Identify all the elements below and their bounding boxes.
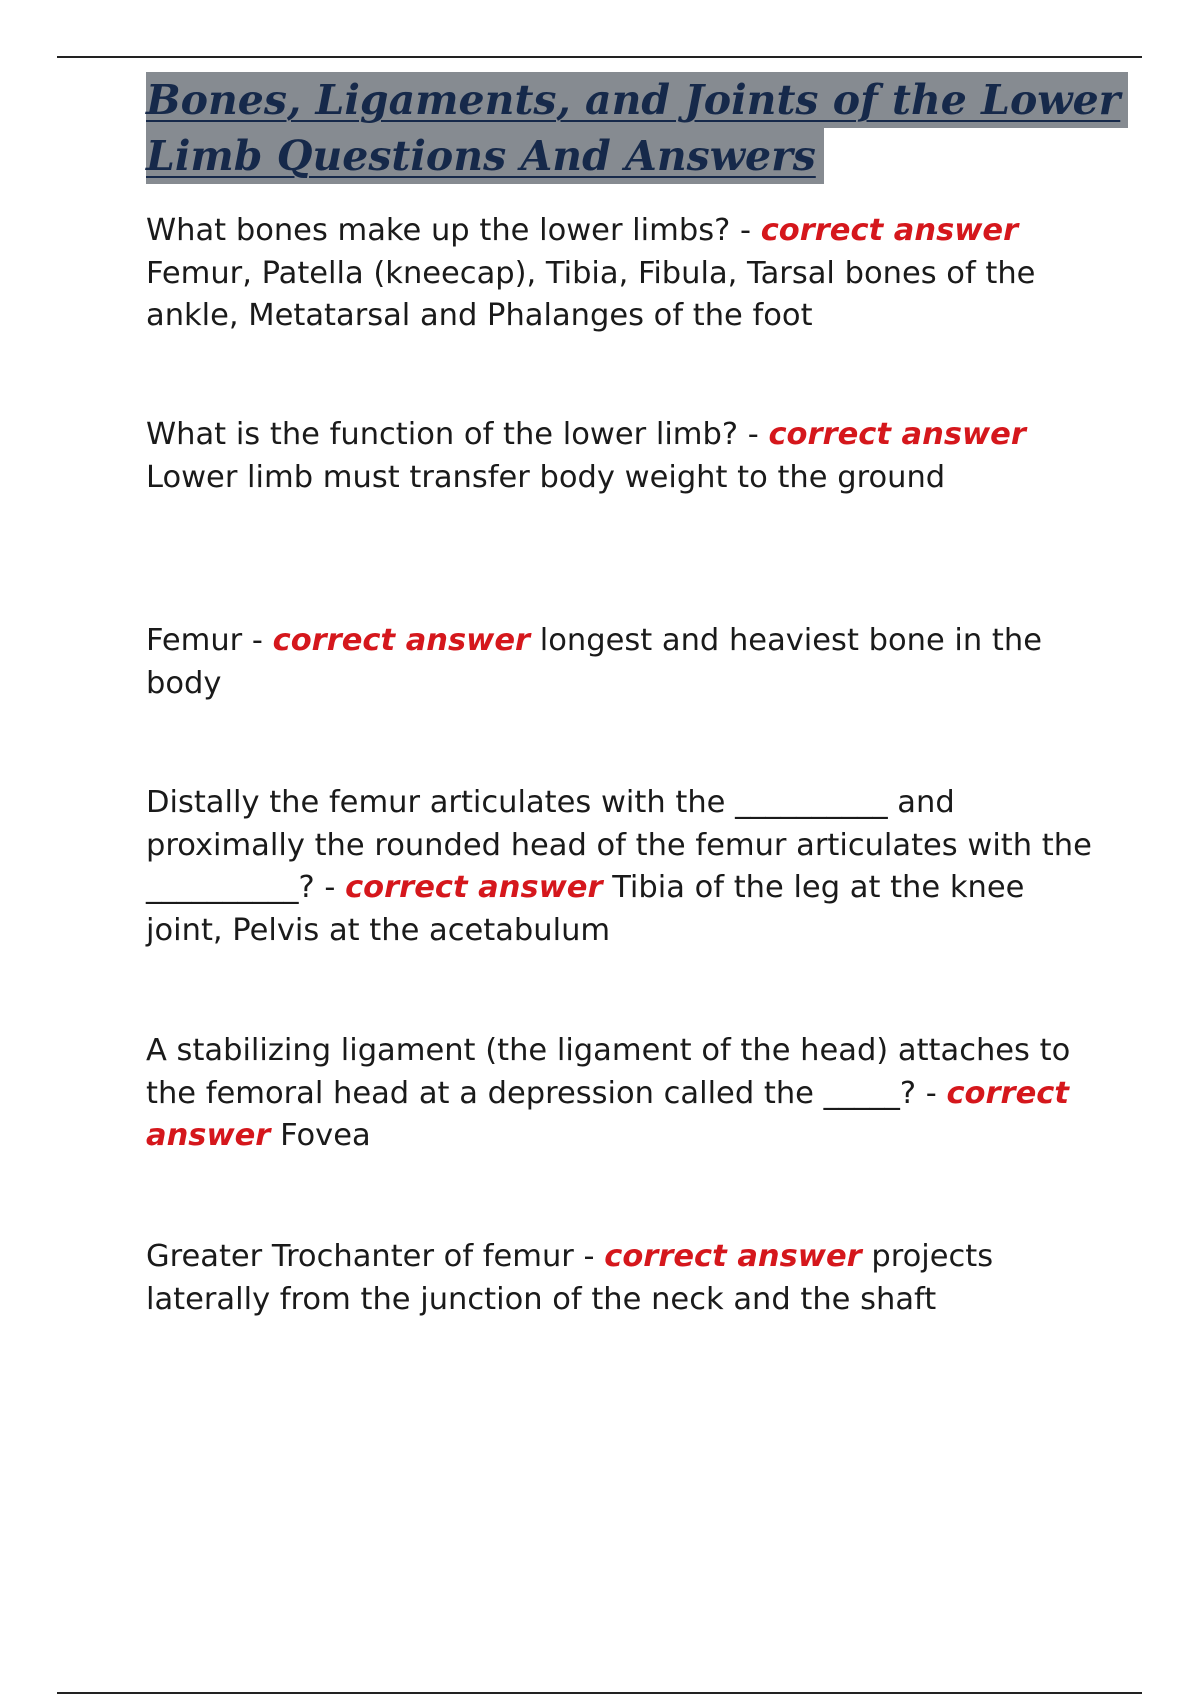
question-text: Distally the femur articulates with the __________ and proximally the rounded head of the femur articulates with the __________? - [146,785,1092,905]
answer-text: Lower limb must transfer body weight to the ground [146,459,946,495]
question-text: Femur - [146,623,273,658]
answer-label: correct answer [146,1075,1069,1153]
question-text: A stabilizing ligament (the ligament of the head) attaches to the femoral head at a depression called the _____? - [146,1033,1071,1111]
answer-label: correct answer [760,213,1019,248]
qa-item [146,1030,1101,1158]
question-text: Greater Trochanter of femur - [146,1239,605,1274]
question-text: What is the function of the lower limb? - [146,417,769,452]
question-text: What bones make up the lower limbs? - [146,213,761,248]
qa-item [146,782,1101,952]
document-title [146,72,1121,184]
title-line-1: Bones, Ligaments, and Joints of the Lower [146,72,1128,128]
answer-label: correct answer [768,417,1026,452]
answer-label: correct answer [272,623,531,658]
qa-item [146,620,1101,705]
answer-text: Femur, Patella (kneecap), Tibia, Fibula, Tarsal bones of the ankle, Metatarsal and Phalanges of the foot [146,255,1036,333]
qa-item [146,210,1101,338]
bottom-rule [57,1692,1142,1694]
qa-item [146,1236,1101,1321]
answer-text: Tibia of the leg at the knee joint, Pelvis at the acetabulum [146,870,1025,948]
answer-text: Fovea [280,1118,371,1153]
top-rule [57,56,1142,58]
answer-label: correct answer [604,1239,862,1274]
answer-text: longest and heaviest bone in the body [146,623,1042,701]
title-line-2: Limb Questions And Answers [146,128,824,184]
answer-label: correct answer [345,870,603,905]
answer-text: projects laterally from the junction of the neck and the shaft [146,1239,994,1317]
qa-item [146,414,1101,499]
